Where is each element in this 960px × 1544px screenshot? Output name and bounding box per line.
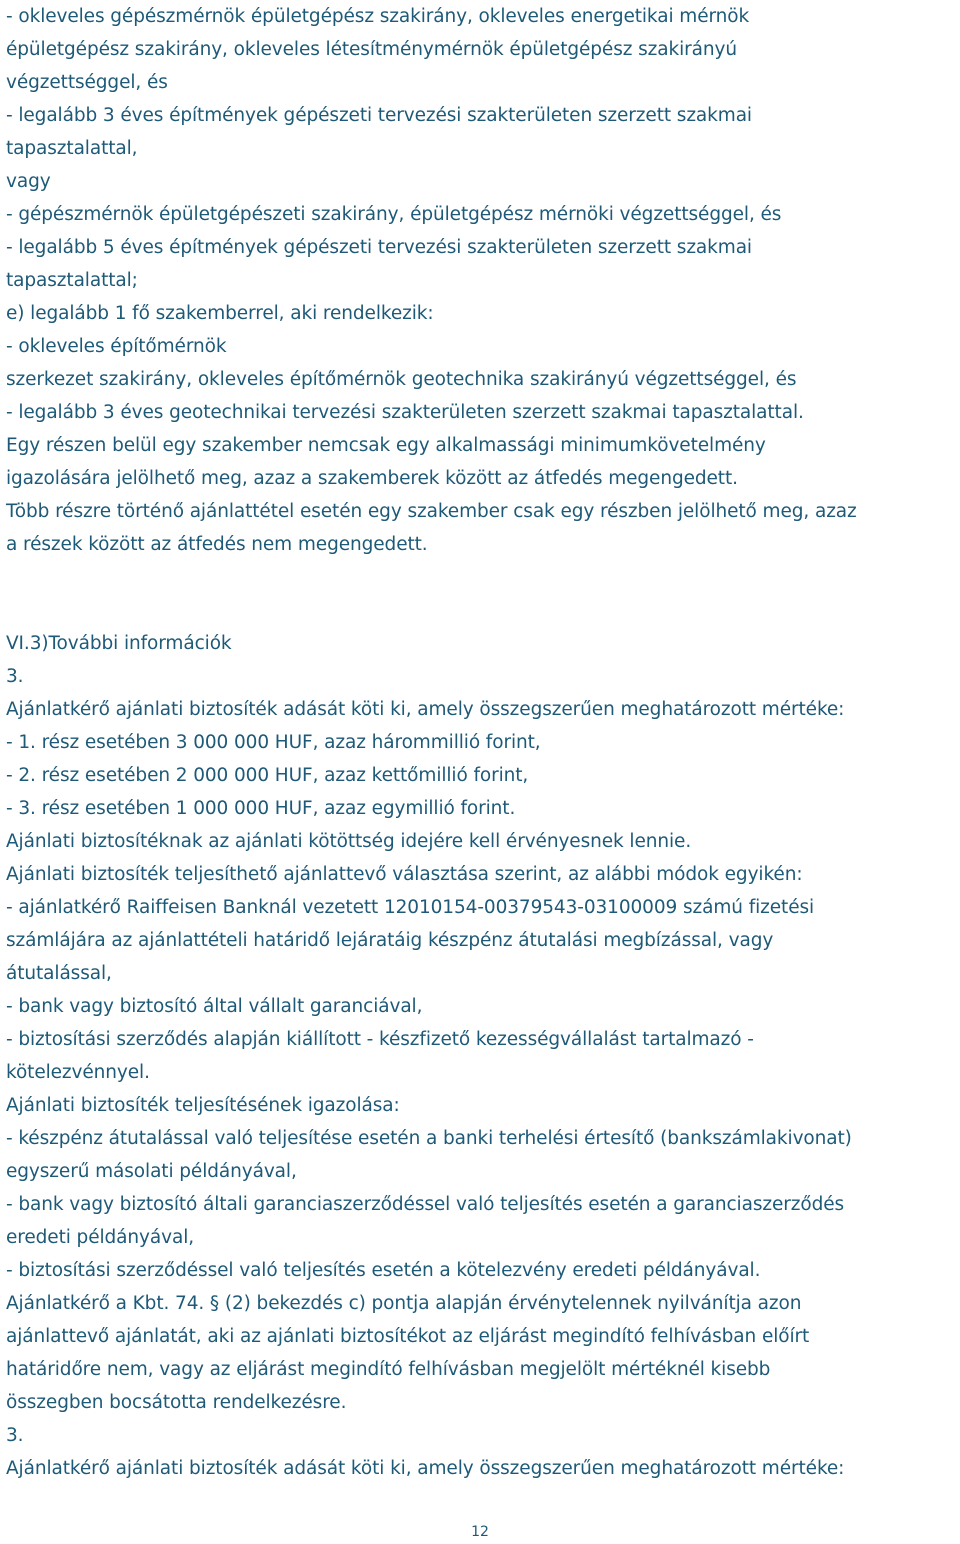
text-line: - készpénz átutalással való teljesítése esetén a banki terhelési értesítő (bankszámlakivonat): [6, 1128, 852, 1149]
text-line: Ajánlatkérő a Kbt. 74. § (2) bekezdés c) pontja alapján érvénytelennek nyilvánítja azon: [6, 1293, 802, 1314]
text-line: - biztosítási szerződéssel való teljesítés esetén a kötelezvény eredeti példányával.: [6, 1260, 761, 1281]
section-heading: VI.3)További információk: [6, 633, 232, 654]
additional-info-block: [6, 627, 956, 1485]
text-line: 3.: [6, 666, 24, 687]
text-line: Egy részen belül egy szakember nemcsak egy alkalmassági minimumkövetelmény: [6, 435, 766, 456]
text-line: - legalább 5 éves építmények gépészeti tervezési szakterületen szerzett szakmai: [6, 237, 752, 258]
text-line: határidőre nem, vagy az eljárást megindító felhívásban megjelölt mértéknél kisebb: [6, 1359, 771, 1380]
text-line: 3.: [6, 1425, 24, 1446]
text-line: - biztosítási szerződés alapján kiállított - készfizető kezességvállalást tartalmazó -: [6, 1029, 754, 1050]
text-line: - bank vagy biztosító által vállalt garanciával,: [6, 996, 423, 1017]
text-line: - bank vagy biztosító általi garanciaszerződéssel való teljesítés esetén a garanciaszerződés: [6, 1194, 845, 1215]
text-line: számlájára az ajánlattételi határidő lejáratáig készpénz átutalási megbízással, vagy: [6, 930, 774, 951]
text-line: ajánlattevő ajánlatát, aki az ajánlati biztosítékot az eljárást megindító felhívásban előírt: [6, 1326, 810, 1347]
text-line: - okleveles építőmérnök: [6, 336, 227, 357]
text-line: - 1. rész esetében 3 000 000 HUF, azaz hárommillió forint,: [6, 732, 541, 753]
page-number: 12: [471, 1524, 489, 1540]
text-line: - legalább 3 éves geotechnikai tervezési szakterületen szerzett szakmai tapasztalattal.: [6, 402, 804, 423]
text-line: egyszerű másolati példányával,: [6, 1161, 297, 1182]
text-line: Több részre történő ajánlattétel esetén egy szakember csak egy részben jelölhető meg, azaz: [6, 501, 857, 522]
text-line: átutalással,: [6, 963, 112, 984]
text-line: Ajánlati biztosítéknak az ajánlati kötöttség idejére kell érvényesnek lennie.: [6, 831, 692, 852]
text-line: Ajánlati biztosíték teljesíthető ajánlattevő választása szerint, az alábbi módok egyikén:: [6, 864, 803, 885]
document-page: [6, 0, 956, 1485]
text-line: kötelezvénnyel.: [6, 1062, 150, 1083]
text-line: igazolására jelölhető meg, azaz a szakemberek között az átfedés megengedett.: [6, 468, 738, 489]
text-line: épületgépész szakirány, okleveles létesítménymérnök épületgépész szakirányú: [6, 39, 738, 60]
text-line: tapasztalattal,: [6, 138, 138, 159]
text-line: Ajánlatkérő ajánlati biztosíték adását köti ki, amely összegszerűen meghatározott mértéke:: [6, 699, 845, 720]
text-line: Ajánlati biztosíték teljesítésének igazolása:: [6, 1095, 400, 1116]
text-line: szerkezet szakirány, okleveles építőmérnök geotechnika szakirányú végzettséggel, és: [6, 369, 797, 390]
text-line: - legalább 3 éves építmények gépészeti tervezési szakterületen szerzett szakmai: [6, 105, 752, 126]
text-line: Ajánlatkérő ajánlati biztosíték adását köti ki, amely összegszerűen meghatározott mértéke:: [6, 1458, 845, 1479]
text-line: - gépészmérnök épületgépészeti szakirány, épületgépész mérnöki végzettséggel, és: [6, 204, 782, 225]
text-line: összegben bocsátotta rendelkezésre.: [6, 1392, 347, 1413]
text-line: e) legalább 1 fő szakemberrel, aki rendelkezik:: [6, 303, 434, 324]
text-line: végzettséggel, és: [6, 72, 168, 93]
text-line: vagy: [6, 171, 51, 192]
requirements-block: [6, 0, 956, 561]
text-line: tapasztalattal;: [6, 270, 138, 291]
text-line: a részek között az átfedés nem megengedett.: [6, 534, 428, 555]
text-line: - 2. rész esetében 2 000 000 HUF, azaz kettőmillió forint,: [6, 765, 529, 786]
text-line: eredeti példányával,: [6, 1227, 195, 1248]
text-line: - ajánlatkérő Raiffeisen Banknál vezetett 12010154-00379543-03100009 számú fizetési: [6, 897, 815, 918]
text-line: - 3. rész esetében 1 000 000 HUF, azaz egymillió forint.: [6, 798, 516, 819]
text-line: - okleveles gépészmérnök épületgépész szakirány, okleveles energetikai mérnök: [6, 6, 750, 27]
